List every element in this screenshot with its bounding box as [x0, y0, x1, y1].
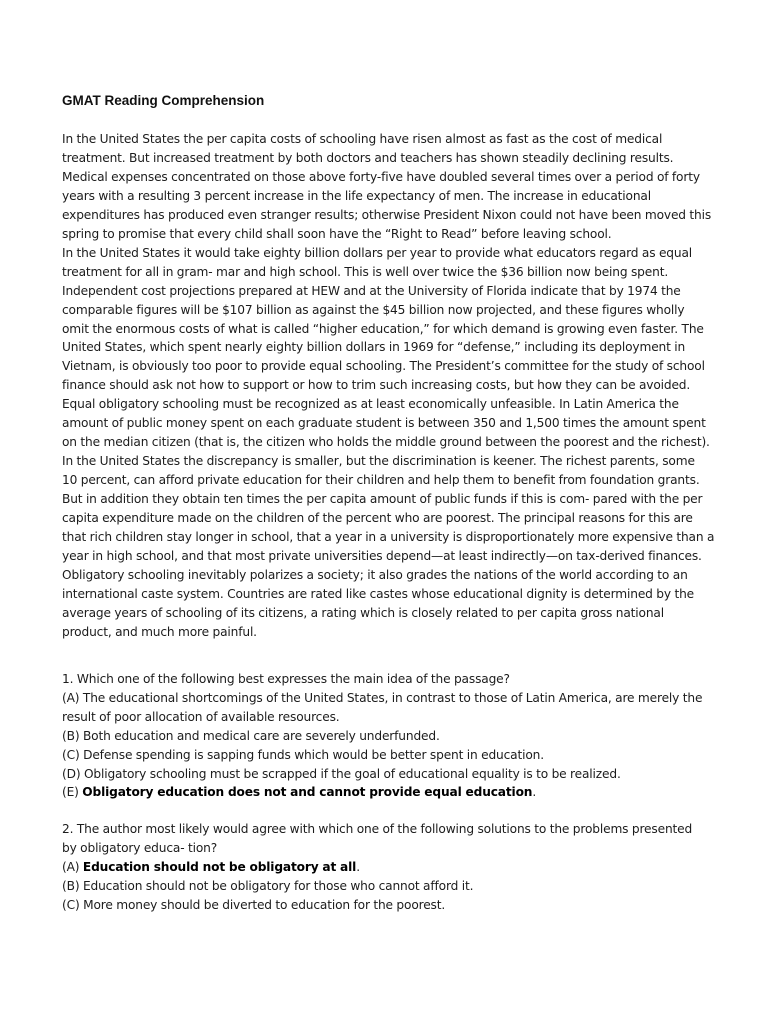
- answer-option-a: [62, 858, 702, 877]
- answer-option-c: [62, 746, 702, 765]
- passage: [62, 130, 715, 642]
- passage-line: year in high school, and that most private universities depend—at least indirectly—on tax-derived finances.: [62, 548, 702, 563]
- passage-line: amount of public money spent on each graduate student is between 350 and 1,500 times the amount spent: [62, 416, 706, 431]
- option-suffix: .: [356, 860, 360, 875]
- passage-line: that rich children stay longer in school, that a year in a university is disproportionately more expensive than a: [62, 530, 715, 545]
- passage-line: Obligatory schooling inevitably polarizes a society; it also grades the nations of the world according to an: [62, 567, 688, 582]
- passage-line: 10 percent, can afford private education for their children and help them to benefit from foundation grants.: [62, 473, 700, 488]
- passage-line: Independent cost projections prepared at HEW and at the University of Florida indicate that by 1974 the: [62, 283, 681, 298]
- document-page: [62, 92, 715, 933]
- passage-line: comparable figures will be $107 billion as against the $45 billion now projected, and these figures wholly: [62, 302, 685, 317]
- passage-line: omit the enormous costs of what is called “higher education,” for which demand is growing even faster. The: [62, 321, 704, 336]
- question-stem: by obligatory educa- tion?: [62, 841, 218, 856]
- option-text: More money should be diverted to education for the poorest.: [83, 898, 446, 913]
- passage-line: But in addition they obtain ten times the per capita amount of public funds if this is com- pared with the per: [62, 492, 703, 507]
- passage-line: years with a resulting 3 percent increase in the life expectancy of men. The increase in educational: [62, 188, 651, 203]
- passage-line: United States, which spent nearly eighty billion dollars in 1969 for “defense,” including its deployment in: [62, 340, 686, 355]
- passage-line: In the United States the per capita costs of schooling have risen almost as fast as the cost of medical: [62, 132, 663, 146]
- passage-line: international caste system. Countries are rated like castes whose educational dignity is determined by the: [62, 586, 695, 601]
- question-stem: 1. Which one of the following best expresses the main idea of the passage?: [62, 671, 510, 686]
- passage-line: average years of schooling of its citizens, a rating which is closely related to per capita gross national: [62, 605, 664, 620]
- question-2: [62, 820, 702, 915]
- option-prefix: (C): [62, 747, 84, 762]
- passage-line: Vietnam, is obviously too poor to provide equal schooling. The President’s committee for the study of school: [62, 359, 705, 374]
- option-text-highlighted: Education should not be obligatory at all: [82, 860, 357, 875]
- option-prefix: (A): [62, 690, 83, 705]
- passage-line: spring to promise that every child shall soon have the “Right to Read” before leaving school.: [62, 226, 612, 241]
- question-1: [62, 670, 702, 803]
- passage-line: In the United States it would take eighty billion dollars per year to provide what educators regard as equal: [62, 245, 693, 260]
- answer-option-a-continued: [62, 708, 702, 727]
- passage-line: In the United States the discrepancy is smaller, but the discrimination is keener. The richest parents, some: [62, 454, 695, 469]
- question-stem: 2. The author most likely would agree with which one of the following solutions to the problems presented: [62, 822, 693, 837]
- option-text-highlighted: Obligatory education does not and cannot provide equal education: [82, 785, 533, 800]
- option-text: Defense spending is sapping funds which would be better spent in education.: [83, 747, 544, 762]
- option-text: The educational shortcomings of the United States, in contrast to those of Latin America, are merely the: [82, 690, 703, 705]
- answer-option-a: [62, 689, 702, 708]
- option-prefix: (E): [62, 785, 83, 800]
- document-title: GMAT Reading Comprehension: [62, 93, 265, 108]
- option-text: Education should not be obligatory for those who cannot afford it.: [82, 879, 474, 894]
- answer-option-c: [62, 896, 702, 915]
- passage-line: expenditures has produced even stranger results; otherwise President Nixon could not have been moved this: [62, 207, 712, 222]
- answer-option-d: [62, 765, 702, 784]
- option-text: Both education and medical care are severely underfunded.: [82, 728, 440, 743]
- option-prefix: (A): [62, 860, 83, 875]
- passage-line: Equal obligatory schooling must be recognized as at least economically unfeasible. In Latin America the: [62, 397, 679, 412]
- option-text: Obligatory schooling must be scrapped if the goal of educational equality is to be realized.: [83, 766, 621, 781]
- passage-line: on the median citizen (that is, the citizen who holds the middle ground between the poorest and the richest).: [62, 435, 710, 450]
- passage-line: treatment. But increased treatment by both doctors and teachers has shown steadily declining results.: [62, 150, 674, 165]
- option-prefix: (D): [62, 766, 84, 781]
- answer-option-b: [62, 877, 702, 896]
- answer-option-b: [62, 727, 702, 746]
- passage-line: Medical expenses concentrated on those above forty-five have doubled several times over a period of forty: [62, 169, 700, 184]
- answer-option-e: [62, 783, 702, 802]
- option-prefix: (C): [62, 898, 84, 913]
- passage-line: product, and much more painful.: [62, 624, 257, 639]
- passage-line: treatment for all in gram- mar and high school. This is well over twice the $36 billion now being spent.: [62, 264, 669, 279]
- questions-section: [62, 670, 702, 915]
- passage-line: capita expenditure made on the children of the percent who are poorest. The principal reasons for this are: [62, 511, 693, 526]
- option-suffix: .: [532, 785, 537, 800]
- option-prefix: (B): [62, 879, 83, 894]
- passage-line: finance should ask not how to support or how to trim such increasing costs, but how they can be avoided.: [62, 378, 691, 393]
- option-text: result of poor allocation of available resources.: [62, 709, 340, 724]
- option-prefix: (B): [62, 728, 83, 743]
